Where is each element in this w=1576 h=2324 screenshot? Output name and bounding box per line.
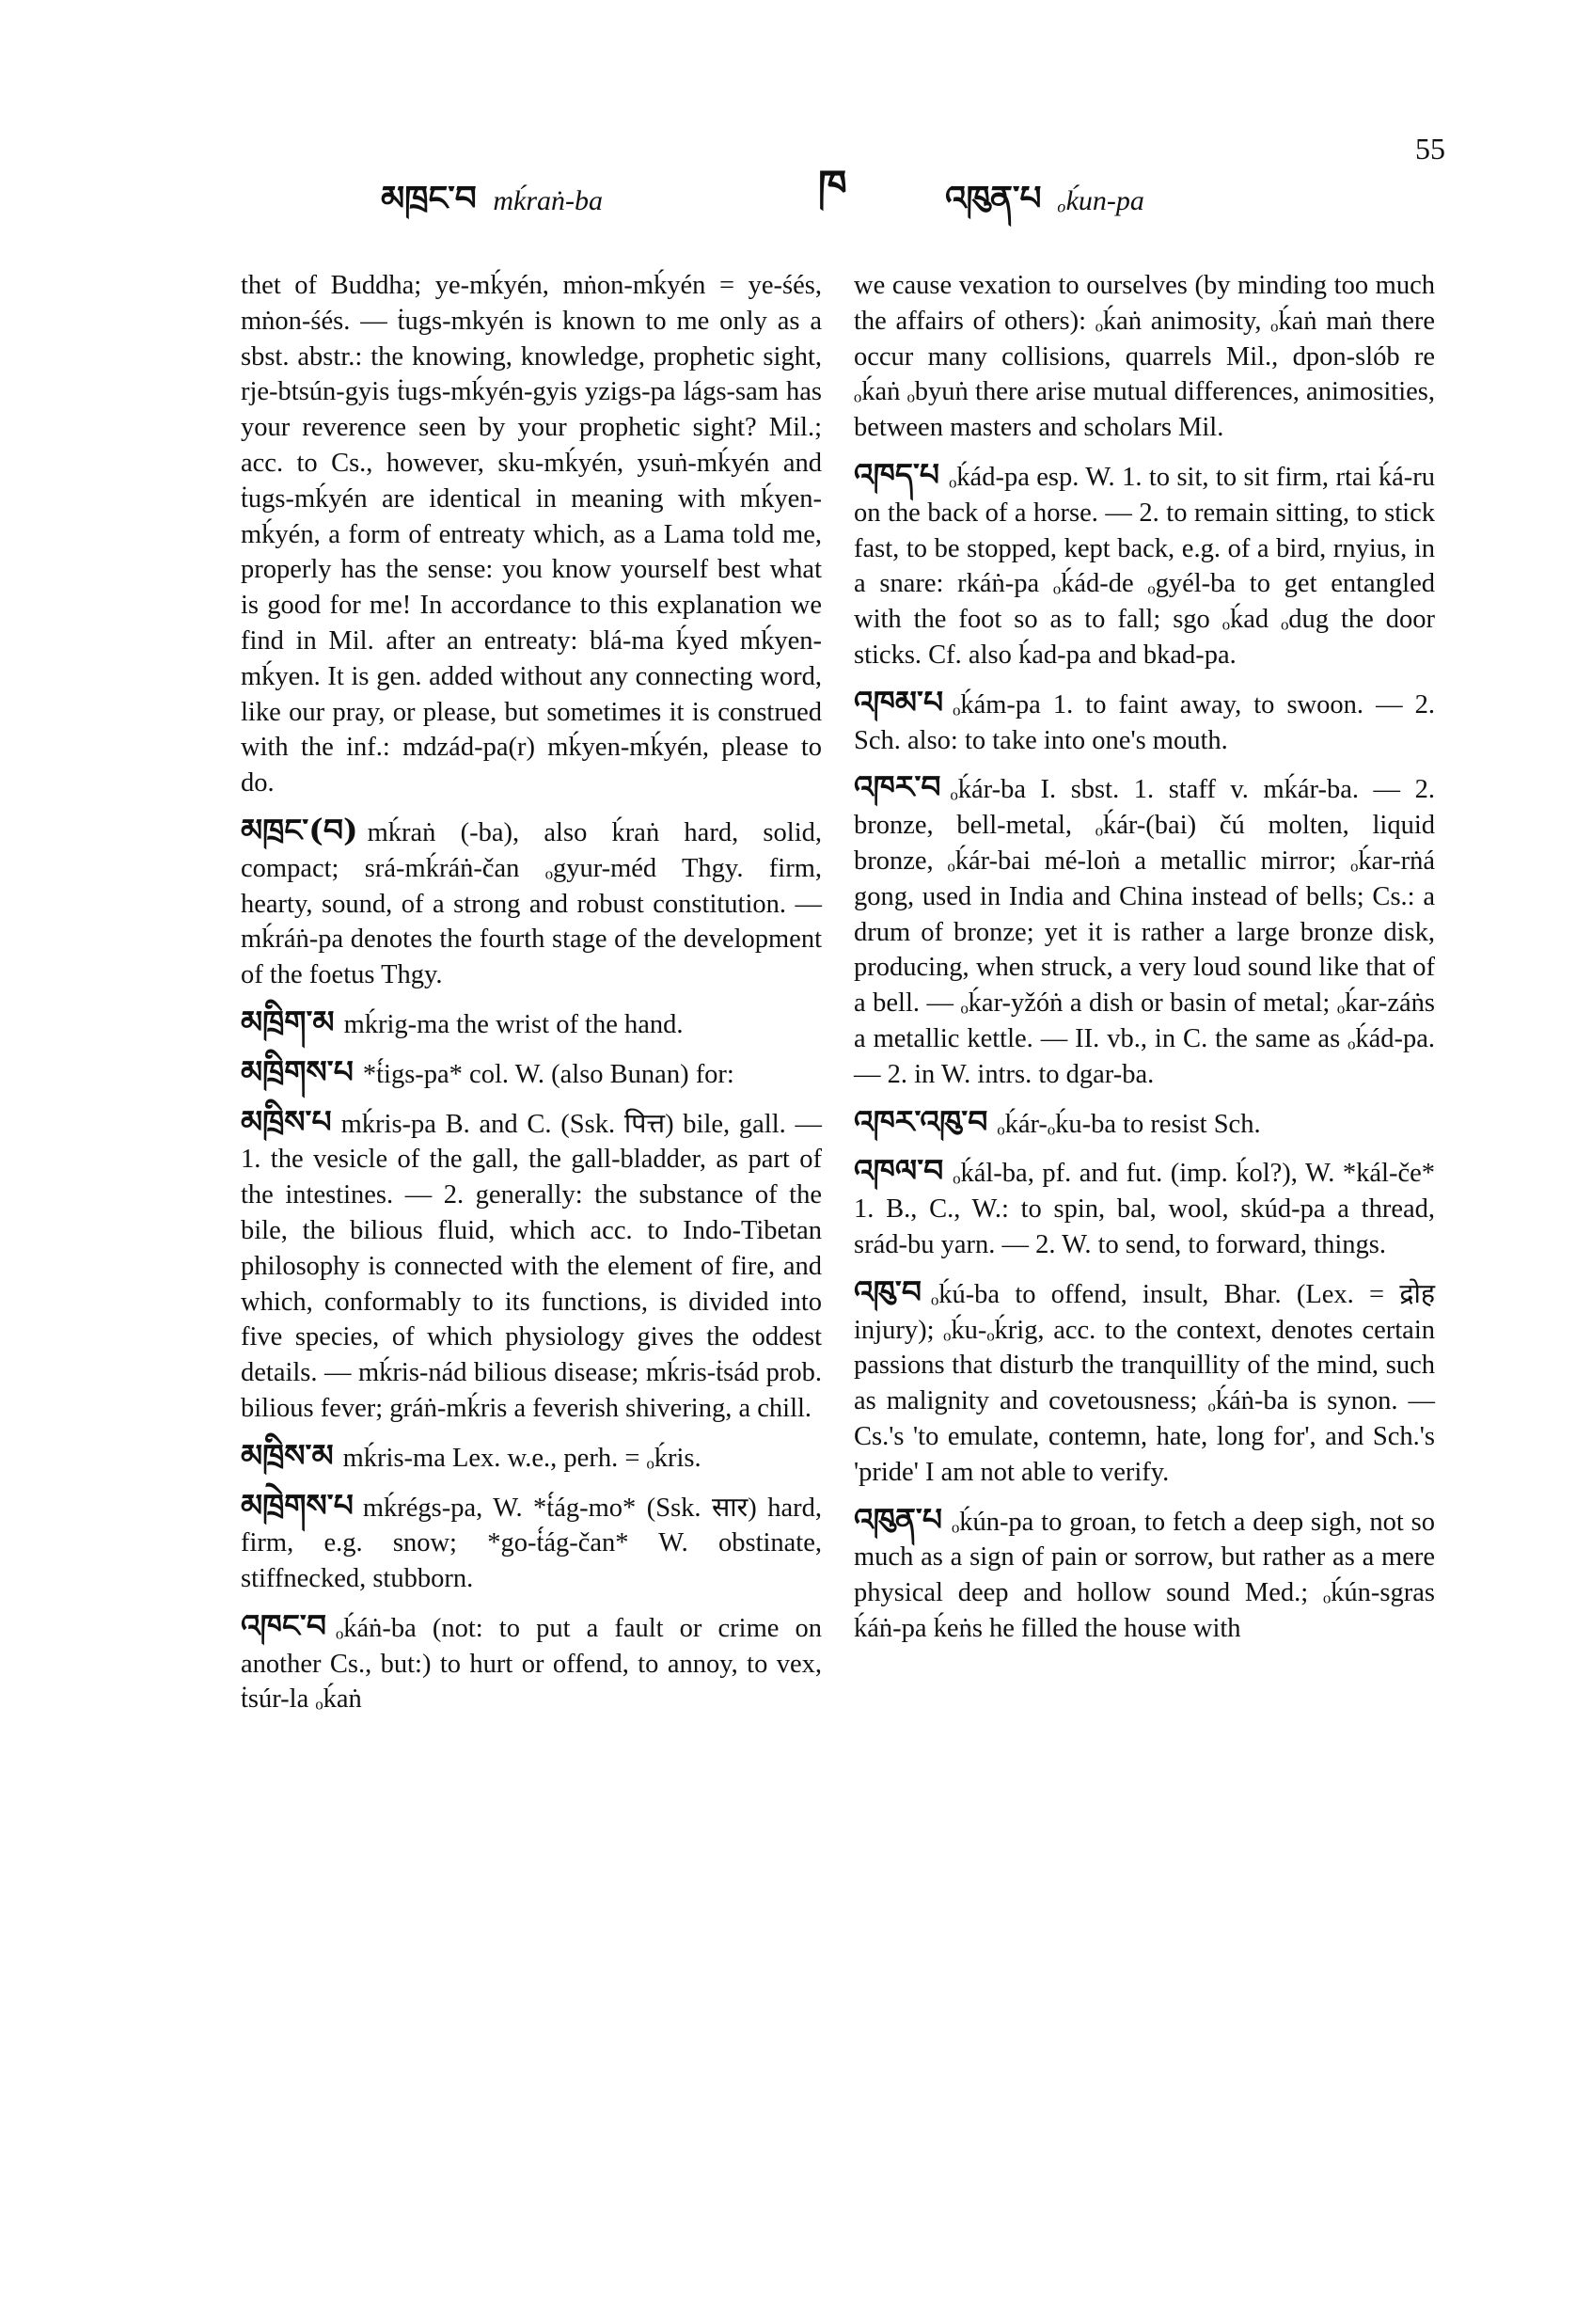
dictionary-entry bbox=[854, 268, 1435, 446]
dictionary-entry bbox=[241, 1438, 822, 1477]
entry-tibetan-headword: མཁྲིས་མ bbox=[241, 1436, 334, 1474]
entry-text: mḱraṅ (-ba), also ḱraṅ hard, solid, compact; srá-mḱráṅ-čan ₒgyur-méd Thgy. firm, hearty, sound, of a strong and robust constitution. — mḱráṅ-pa denotes the fourth stage of the development of the foetus Thgy. bbox=[241, 817, 822, 990]
entry-text: ₒḱád-pa esp. W. 1. to sit, to sit firm, rtai ḱá-ru on the back of a horse. — 2. to remain sitting, to stick fast, to be stopped, kept back, e.g. of a bird, rnyius, in a snare: rkáṅ-pa ₒḱád-de ₒgyél-ba to get entangled with the foot so as to fall; sgo ₒḱad ₒdug the door sticks. Cf. also ḱad-pa and bkad-pa. bbox=[854, 462, 1435, 670]
dictionary-entry bbox=[854, 1502, 1435, 1647]
entry-text: mḱris-ma Lex. w.e., perh. = ₒḱris. bbox=[342, 1443, 701, 1473]
entry-tibetan-headword: འཁར་འཁུ་བ bbox=[854, 1102, 988, 1140]
dictionary-entry bbox=[854, 457, 1435, 673]
entry-tibetan-headword: འཁུ་བ bbox=[854, 1273, 922, 1310]
dictionary-entry bbox=[854, 769, 1435, 1092]
running-head-right-tibetan: འཁུན་པ bbox=[945, 179, 1042, 218]
dictionary-entry bbox=[854, 1153, 1435, 1262]
entry-tibetan-headword: འཁད་པ bbox=[854, 455, 940, 493]
dictionary-entry bbox=[241, 1608, 822, 1717]
entry-text: we cause vexation to ourselves (by minding too much the affairs of others): ₒḱaṅ animosity, ₒḱaṅ maṅ there occur many collisions, quarrels Mil., dpon-slób re ₒḱaṅ ₒbyuṅ there arise mutual differences, animosities, between masters and scholars Mil. bbox=[854, 271, 1435, 443]
entry-text: ₒḱún-pa to groan, to fetch a deep sigh, not so much as a sign of pain or sorrow, but rather as a mere physical deep and hollow sound Med.; ₒḱún-sgras ḱáṅ-pa ḱeṅs he filled the house with bbox=[854, 1507, 1435, 1643]
right-column bbox=[854, 268, 1435, 1658]
dictionary-entry bbox=[241, 1004, 822, 1043]
entry-text: ₒḱál-ba, pf. and fut. (imp. ḱol?), W. *kál-če* 1. B., C., W.: to spin, bal, wool, skúd-pa a thread, srád-bu yarn. — 2. W. to send, to forward, things. bbox=[854, 1159, 1435, 1259]
dictionary-entry bbox=[241, 1054, 822, 1093]
entry-tibetan-headword: འཁང་བ bbox=[241, 1606, 327, 1644]
entry-text: mḱrégs-pa, W. *ṫ́ág-mo* (Ssk. सार) hard, firm, e.g. snow; *go-ṫ́ág-čan* W. obstinate, stiffnecked, stubborn. bbox=[241, 1493, 822, 1594]
running-head-left-headword: mḱraṅ-ba bbox=[493, 185, 604, 216]
entry-tibetan-headword: འཁམ་པ bbox=[854, 683, 944, 720]
running-head-right-headword: ₒḱun-pa bbox=[1058, 185, 1144, 216]
entry-tibetan-headword: མཁྲིགས་པ bbox=[241, 1052, 354, 1090]
entry-tibetan-headword: འཁལ་བ bbox=[854, 1152, 944, 1190]
dictionary-entry bbox=[854, 1104, 1435, 1143]
entry-tibetan-headword: མཁྲིས་པ bbox=[241, 1102, 332, 1140]
entry-tibetan-headword: མཁྲེགས་པ bbox=[241, 1486, 354, 1524]
entry-text: *ṫ́igs-pa* col. W. (also Bunan) for: bbox=[362, 1059, 734, 1089]
running-head-right bbox=[945, 160, 1144, 256]
dictionary-entry bbox=[241, 1488, 822, 1597]
entry-text: mḱrig-ma the wrist of the hand. bbox=[343, 1009, 684, 1039]
entry-tibetan-headword: མཁྲིག་མ bbox=[241, 1003, 335, 1040]
running-head-left-tibetan: མཁྲང་བ bbox=[381, 179, 477, 218]
section-letter: ཁ bbox=[818, 162, 847, 210]
entry-tibetan-headword: འཁར་བ bbox=[854, 768, 941, 806]
entry-text: thet of Buddha; ye-mḱyén, mṅon-mḱyén = ye-śés, mṅon-śés. — ṫugs-mkyén is known to me only as a sbst. abstr.: the knowing, knowledge, prophetic sight, rje-btsún-gyis ṫugs-mḱyén-gyis yzigs-pa lágs-sam has your reverence seen by your prophetic sight? Mil.; acc. to Cs., however, sku-mḱyén, ysuṅ-mḱyén and ṫugs-mḱyén are identical in meaning with mḱyen-mḱyén, a form of entreaty which, as a Lama told me, properly has the sense: you know yourself best what is good for me! In accordance to this explanation we find in Mil. after an entreaty: blá-ma ḱyed mḱyen-mḱyen. It is gen. added without any connecting word, like our pray, or please, but sometimes it is construed with the inf.: mdzád-pa(r) mḱyen-mḱyén, please to do. bbox=[241, 271, 822, 798]
entry-tibetan-headword: མཁྲང་(བ) bbox=[241, 811, 358, 848]
entry-tibetan-headword: འཁུན་པ bbox=[854, 1500, 942, 1538]
entry-text: ₒḱáṅ-ba (not: to put a fault or crime on another Cs., but:) to hurt or offend, to annoy, to vex, ṫsúr-la ₒḱaṅ bbox=[241, 1613, 822, 1715]
left-column bbox=[241, 268, 822, 1729]
entry-text: mḱris-pa B. and C. (Ssk. पित्त) bile, gall. — 1. the vesicle of the gall, the gall-bladder, as part of the intestines. — 2. generally: the substance of the bile, the bilious fluid, which acc. to Indo-Tibetan philosophy is connected with the element of fire, and which, conformably to its functions, is divided into five species, of which physiology gives the oddest details. — mḱris-nád bilious disease; mḱris-ṫsád prob. bilious fever; gráṅ-mḱris a feverish shivering, a chill. bbox=[241, 1109, 822, 1423]
dictionary-entry bbox=[241, 1104, 822, 1427]
dictionary-entry bbox=[241, 268, 822, 801]
dictionary-entry bbox=[854, 685, 1435, 759]
entry-text: ₒḱám-pa 1. to faint away, to swoon. — 2. Sch. also: to take into one's mouth. bbox=[854, 689, 1435, 755]
entry-text: ₒḱár-ba I. sbst. 1. staff v. mḱár-ba. — 2. bronze, bell-metal, ₒḱár-(bai) čú molten, liquid bronze, ₒḱár-bai mé-loṅ a metallic mirror; ₒḱar-rṅá gong, used in India and China instead of bells; Cs.: a drum of bronze; yet it is rather a large bronze disk, producing, when struck, a very loud sound like that of a bell. — ₒḱar-yžóṅ a dish or basin of metal; ₒḱar-záṅs a metallic kettle. — II. vb., in C. the same as ₒḱád-pa. — 2. in W. intrs. to dgar-ba. bbox=[854, 775, 1435, 1089]
dictionary-entry bbox=[854, 1274, 1435, 1491]
entry-text: ₒḱár-ₒḱu-ba to resist Sch. bbox=[997, 1109, 1261, 1139]
page-number: 55 bbox=[1415, 132, 1445, 166]
entry-text: ₒḱú-ba to offend, insult, Bhar. (Lex. = द्रोह injury); ₒḱu-ₒḱrig, acc. to the context, denotes certain passions that disturb the tranquillity of the mind, such as malignity and covetousness; ₒḱáṅ-ba is synon. — Cs.'s 'to emulate, contemn, hate, long for', and Sch.'s 'pride' I am not able to verify. bbox=[854, 1279, 1435, 1487]
running-head-left bbox=[381, 160, 603, 256]
dictionary-entry bbox=[241, 813, 822, 993]
